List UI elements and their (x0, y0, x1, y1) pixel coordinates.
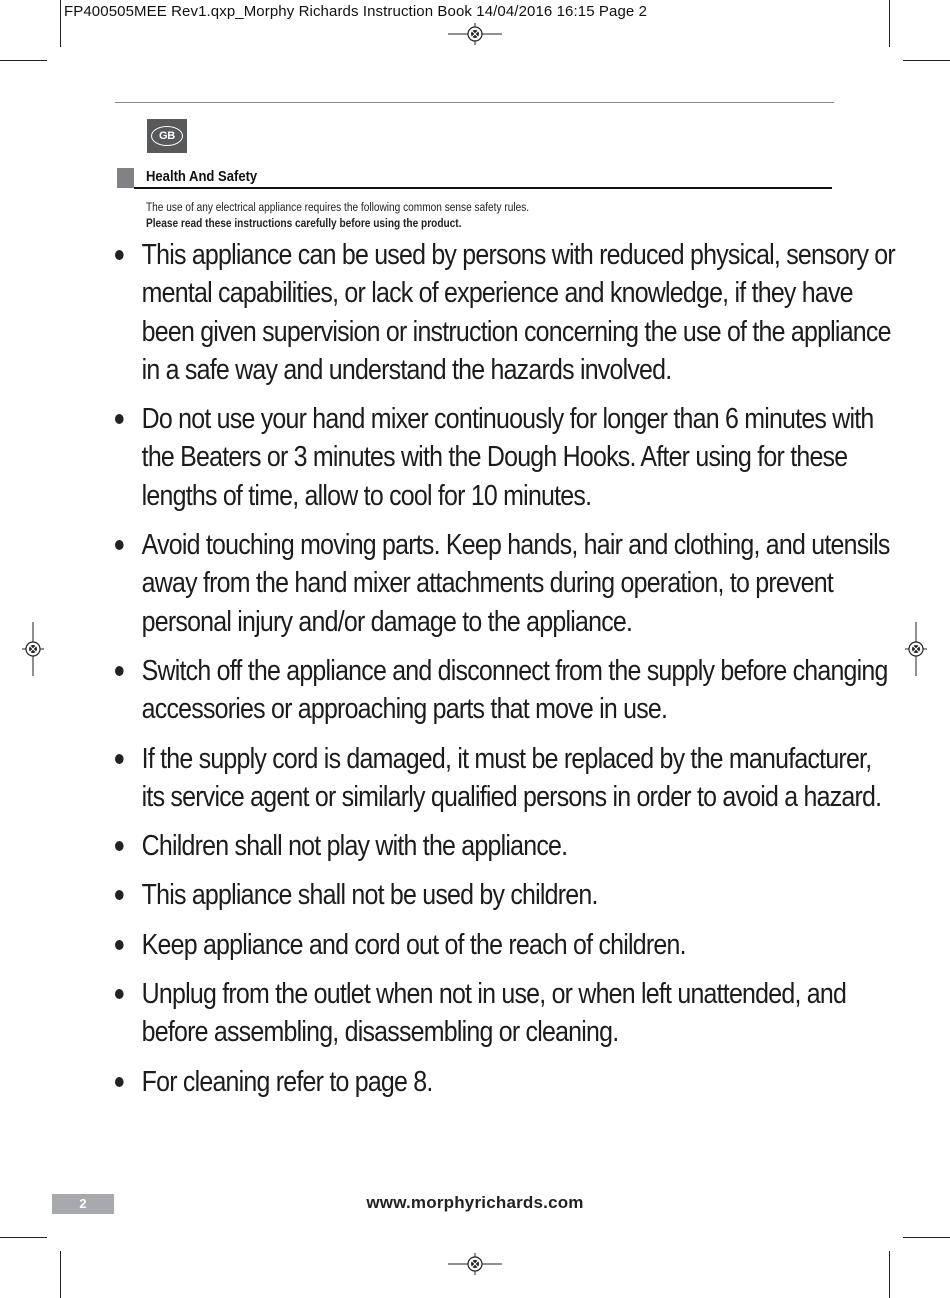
bullet-icon (115, 989, 124, 999)
list-item-text: Keep appliance and cord out of the reach of children. (141, 928, 686, 961)
registration-mark-top-icon (448, 23, 502, 45)
list-item-text: Children shall not play with the appliance. (141, 830, 568, 863)
list-item-text: Switch off the appliance and disconnect from the supply before changing accessories or approaching parts that move in use. (141, 654, 888, 726)
website-url: www.morphyrichards.com (366, 1193, 584, 1212)
bullet-icon (115, 754, 124, 764)
list-item (115, 526, 898, 641)
list-item (115, 876, 898, 914)
crop-mark-bottom-right-v (889, 1251, 890, 1298)
list-item (115, 926, 898, 964)
bullet-icon (115, 1077, 124, 1087)
bullet-icon (115, 666, 124, 676)
bullet-icon (115, 940, 124, 950)
print-slug: FP400505MEE Rev1.qxp_Morphy Richards Instruction Book 14/04/2016 16:15 Page 2 (64, 3, 648, 20)
list-item (115, 652, 898, 729)
bullet-icon (115, 841, 124, 851)
section-rule (134, 187, 832, 189)
list-item-text: For cleaning refer to page 8. (141, 1065, 433, 1098)
list-item-text: Do not use your hand mixer continuously for longer than 6 minutes with the Beaters or 3 minutes with the Dough Hooks. After using for these lengths of time, allow to cool for 10 minutes. (141, 403, 874, 512)
list-item-text: Avoid touching moving parts. Keep hands, hair and clothing, and utensils away from the hand mixer attachments during operation, to prevent personal injury and/or damage to the appliance. (141, 529, 890, 638)
crop-mark-top-left-v (60, 0, 61, 47)
list-item-text: If the supply cord is damaged, it must be replaced by the manufacturer, its service agent or similarly qualified persons in order to avoid a hazard. (141, 742, 882, 813)
list-item (115, 1063, 898, 1101)
section-marker (117, 168, 134, 188)
safety-rules-list (115, 236, 895, 1112)
list-item-text: This appliance can be used by persons with reduced physical, sensory or mental capabilities, or lack of experience and knowledge, if they have been given supervision or instruction concerning the use of the appliance in a safe way and understand the hazards involved. (141, 239, 895, 386)
section-heading: Health And Safety (146, 169, 258, 185)
registration-mark-bottom-icon (448, 1253, 502, 1275)
registration-mark-right-icon (905, 622, 927, 676)
intro-line: The use of any electrical appliance requires the following common sense safety rules. (146, 202, 530, 214)
list-item (115, 975, 898, 1052)
crop-mark-top-right-h (903, 60, 950, 61)
list-item (115, 740, 898, 817)
page-number: 2 (52, 1194, 114, 1214)
crop-mark-bottom-left-h (0, 1237, 47, 1238)
language-badge (147, 119, 187, 153)
bullet-icon (115, 250, 124, 260)
language-badge-label: GB (151, 126, 183, 146)
crop-mark-bottom-right-h (903, 1237, 950, 1238)
crop-mark-bottom-left-v (60, 1251, 61, 1298)
list-item (115, 827, 898, 865)
top-rule (115, 102, 834, 103)
list-item-text: Unplug from the outlet when not in use, or when left unattended, and before assembling, disassembling or cleaning. (141, 978, 847, 1049)
section-intro (146, 200, 529, 232)
list-item (115, 400, 898, 515)
list-item-text: This appliance shall not be used by children. (141, 879, 598, 912)
crop-mark-top-right-v (889, 0, 890, 47)
intro-bold-line: Please read these instructions carefully before using the product. (146, 218, 462, 230)
list-item (115, 236, 898, 389)
bullet-icon (115, 540, 124, 550)
bullet-icon (115, 890, 124, 900)
crop-mark-top-left-h (0, 60, 47, 61)
registration-mark-left-icon (22, 622, 44, 676)
bullet-icon (115, 414, 124, 424)
